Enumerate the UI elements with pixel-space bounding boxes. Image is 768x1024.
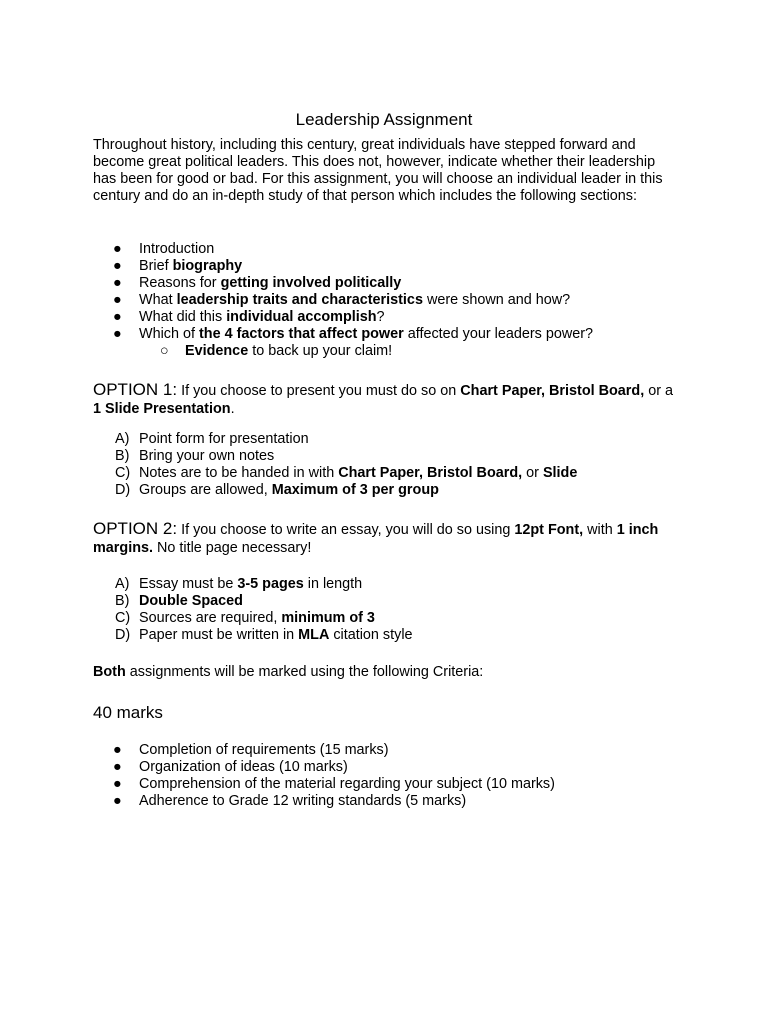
bullet-icon: ● [113, 258, 122, 274]
sub-bullet-icon: ○ [160, 343, 169, 359]
list-item: A) Point form for presentation [115, 431, 309, 447]
bullet-icon: ● [113, 759, 122, 775]
bullet-icon: ● [113, 742, 122, 758]
list-item: ● Brief biography [113, 258, 243, 274]
list-item: D) Paper must be written in MLA citation style [115, 627, 413, 643]
marks-heading: 40 marks [93, 703, 163, 722]
list-item: ● What did this individual accomplish? [113, 309, 385, 325]
option2-paragraph: OPTION 2: If you choose to write an essay, you will do so using 12pt Font, with 1 inch margins. No title page necessary! [93, 519, 659, 556]
option2-list [93, 576, 413, 644]
list-item: C) Sources are required, minimum of 3 [115, 610, 375, 626]
bullet-icon: ● [113, 309, 122, 325]
bullet-icon: ● [113, 776, 122, 792]
list-item: B) Bring your own notes [115, 448, 275, 464]
bullet-icon: ● [113, 326, 122, 342]
list-item: ● Which of the 4 factors that affect power affected your leaders power? [113, 326, 594, 342]
list-item: ● Comprehension of the material regarding your subject (10 marks) [113, 776, 555, 792]
list-item: ● Adherence to Grade 12 writing standards (5 marks) [113, 793, 467, 809]
list-item: B) Double Spaced [115, 593, 243, 609]
list-item: ● Completion of requirements (15 marks) [113, 742, 389, 758]
option1-heading: OPTION 1: [93, 380, 178, 399]
bullet-icon: ● [113, 275, 122, 291]
list-item: C) Notes are to be handed in with Chart Paper, Bristol Board, or Slide [115, 465, 578, 481]
list-item: D) Groups are allowed, Maximum of 3 per group [115, 482, 439, 498]
bullet-icon: ● [113, 292, 122, 308]
option2-heading: OPTION 2: [93, 519, 178, 538]
sub-list-item: ○ Evidence to back up your claim! [160, 343, 393, 359]
option1-paragraph: OPTION 1: If you choose to present you must do so on Chart Paper, Bristol Board, or a 1 Slide Presentation. [93, 380, 673, 417]
sections-list [93, 241, 593, 360]
intro-paragraph: Throughout history, including this century, great individuals have stepped forward and become great political leaders. This does not, however, indicate whether their leadership has been for good or bad. For this assignment, you will choose an individual leader in this century and do an in-depth study of that person which includes the following sections: [93, 137, 663, 204]
bullet-icon: ● [113, 793, 122, 809]
page-title: Leadership Assignment [295, 110, 473, 129]
criteria-line: Both assignments will be marked using the following Criteria: [93, 664, 484, 680]
list-item: ● Introduction [113, 241, 215, 257]
list-item: A) Essay must be 3-5 pages in length [115, 576, 363, 592]
list-item: ● What leadership traits and characteristics were shown and how? [113, 292, 571, 308]
marks-list [93, 742, 555, 810]
option1-list [93, 431, 577, 499]
list-item: ● Reasons for getting involved politically [113, 275, 402, 291]
bullet-icon: ● [113, 241, 122, 257]
list-item: ● Organization of ideas (10 marks) [113, 759, 348, 775]
